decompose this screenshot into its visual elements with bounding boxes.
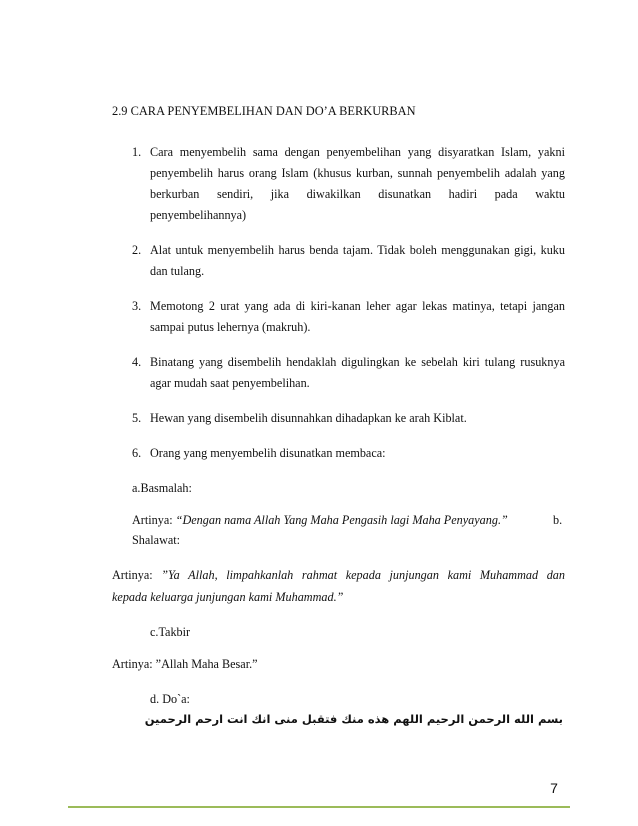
- item-1-number: 1.: [132, 145, 142, 159]
- item-1-line-4: penyembelihannya): [150, 208, 247, 222]
- artinya-a-text: “Dengan nama Allah Yang Maha Pengasih lagi Maha Penyayang.”: [175, 513, 508, 527]
- item-3-number: 3.: [132, 299, 142, 313]
- item-3-line-2: sampai putus lehernya (makruh).: [150, 320, 311, 334]
- footer-rule: [68, 806, 570, 808]
- item-1-line-1: Cara menyembelih sama dengan penyembelihan yang disyaratkan Islam, yakni: [150, 145, 565, 159]
- item-4-number: 4.: [132, 355, 142, 369]
- item-2-number: 2.: [132, 243, 142, 257]
- sub-b-marker: b.: [553, 513, 563, 527]
- item-2-line-1: Alat untuk menyembelih harus benda tajam. Tidak boleh menggunakan gigi, kuku: [150, 243, 565, 257]
- page-number: 7: [550, 780, 558, 796]
- item-3-line-1: Memotong 2 urat yang ada di kiri-kanan leher agar lekas matinya, tetapi jangan: [150, 299, 565, 313]
- item-6-line-1: Orang yang menyembelih disunatkan membaca:: [150, 446, 386, 460]
- arabic-prayer: بسم الله الرحمن الرحيم اللهم هذه منك فتقبل منى انك انت ارحم الرحمين: [144, 712, 563, 726]
- item-6-number: 6.: [132, 446, 142, 460]
- artinya-b-line-1: [112, 568, 565, 583]
- sub-c-takbir: c.Takbir: [150, 625, 191, 639]
- artinya-c-text: ”Allah Maha Besar.”: [155, 657, 258, 671]
- item-5-line-1: Hewan yang disembelih disunnahkan dihadapkan ke arah Kiblat.: [150, 411, 467, 425]
- sub-a-basmalah: a.Basmalah:: [132, 481, 192, 495]
- sub-b-shalawat: Shalawat:: [132, 533, 181, 547]
- page-number-box: [540, 777, 568, 799]
- item-1-line-2: penyembelih harus orang Islam (khusus kurban, sunnah penyembelih adalah yang: [150, 166, 565, 180]
- item-1-line-3: berkurban sendiri, jika diwakilkan disunatkan hadiri pada waktu: [150, 187, 565, 201]
- item-4-line-2: agar mudah saat penyembelihan.: [150, 376, 310, 390]
- section-heading: 2.9 CARA PENYEMBELIHAN DAN DO’A BERKURBAN: [112, 104, 416, 118]
- artinya-c: [112, 657, 258, 672]
- item-4-line-1: Binatang yang disembelih hendaklah digulingkan ke sebelah kiri tulang rusuknya: [150, 355, 565, 369]
- artinya-b-text-1: ”Ya Allah, limpahkanlah rahmat kepada junjungan kami Muhammad dan: [161, 568, 565, 582]
- artinya-b-line-2: kepada keluarga junjungan kami Muhammad.”: [112, 590, 344, 604]
- artinya-a-label: Artinya:: [132, 513, 173, 527]
- artinya-a: [132, 513, 508, 528]
- artinya-b-label: Artinya:: [112, 568, 153, 582]
- artinya-c-label: Artinya:: [112, 657, 153, 671]
- sub-d-doa: d. Do`a:: [150, 692, 190, 706]
- item-5-number: 5.: [132, 411, 142, 425]
- item-2-line-2: dan tulang.: [150, 264, 205, 278]
